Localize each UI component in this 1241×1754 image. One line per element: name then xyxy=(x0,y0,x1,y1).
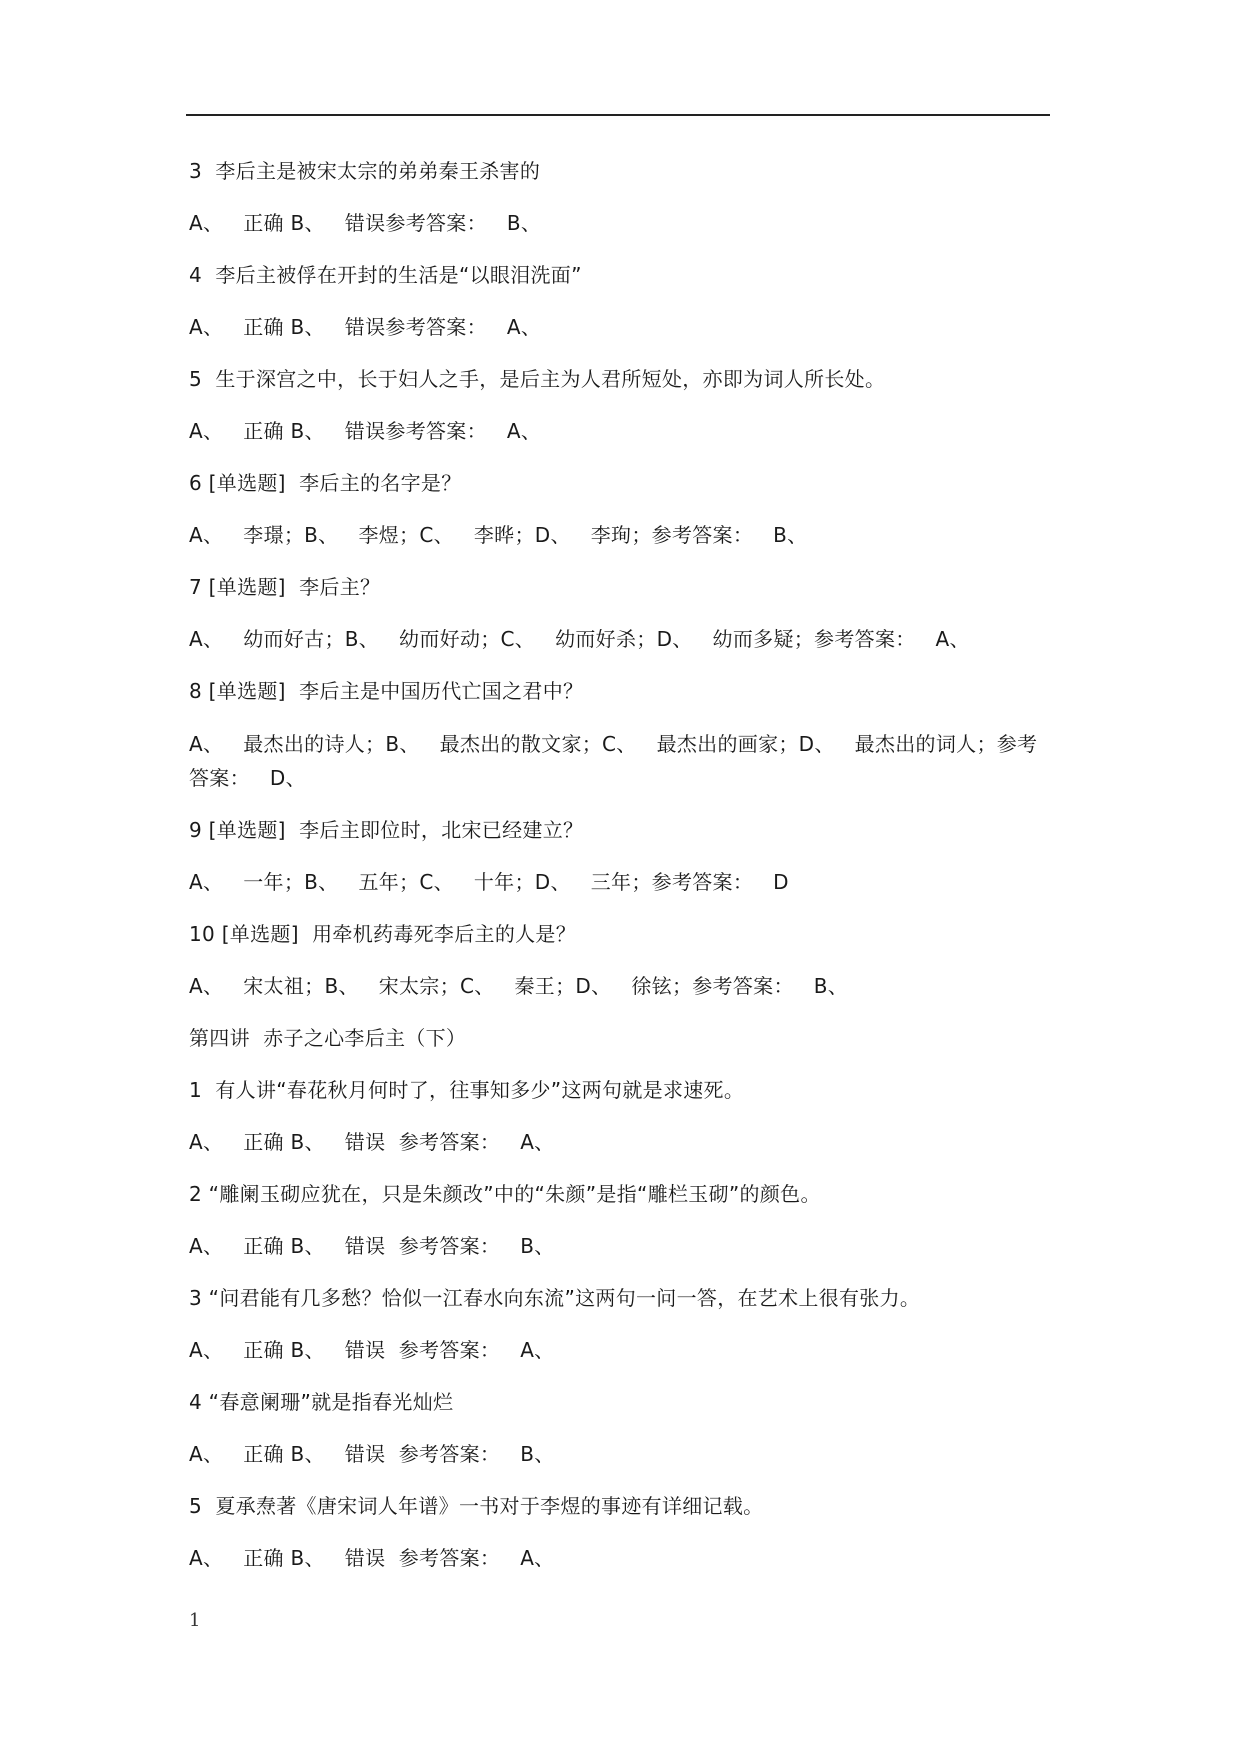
section-question-1-text: 1 有人讲“春花秋月何时了，往事知多少”这两句就是求速死。 xyxy=(189,1078,745,1102)
section-question-2-options: A、 正确 B、 错误 参考答案： B、 xyxy=(189,1234,555,1258)
question-7-options: A、 幼而好古；B、 幼而好动；C、 幼而好杀；D、 幼而多疑；参考答案： A、 xyxy=(189,627,970,651)
question-5-options: A、 正确 B、 错误参考答案： A、 xyxy=(189,419,542,443)
section-question-4-options: A、 正确 B、 错误 参考答案： B、 xyxy=(189,1442,555,1466)
question-6-options: A、 李璟；B、 李煜；C、 李晔；D、 李珣；参考答案： B、 xyxy=(189,523,808,547)
section-question-2-text: 2 “雕阑玉砌应犹在，只是朱颜改”中的“朱颜”是指“雕栏玉砌”的颜色。 xyxy=(189,1182,821,1206)
page-number: 1 xyxy=(189,1610,201,1631)
question-3-options: A、 正确 B、 错误参考答案： B、 xyxy=(189,211,542,235)
question-3-text: 3 李后主是被宋太宗的弟弟秦王杀害的 xyxy=(189,159,541,183)
section-question-3-text: 3 “问君能有几多愁？恰似一江春水向东流”这两句一问一答，在艺术上很有张力。 xyxy=(189,1286,921,1310)
document-body xyxy=(189,155,1051,1594)
section-heading: 第四讲 赤子之心李后主（下） xyxy=(189,1026,467,1050)
question-8-text: 8 [单选题] 李后主是中国历代亡国之君中？ xyxy=(189,679,584,703)
section-question-1-options: A、 正确 B、 错误 参考答案： A、 xyxy=(189,1130,555,1154)
question-7-text: 7 [单选题] 李后主？ xyxy=(189,575,381,599)
question-6-text: 6 [单选题] 李后主的名字是？ xyxy=(189,471,462,495)
question-8-options: A、 最杰出的诗人；B、 最杰出的散文家；C、 最杰出的画家；D、 最杰出的词人；参考答案： D、 xyxy=(189,732,1038,790)
section-question-4-text: 4 “春意阑珊”就是指春光灿烂 xyxy=(189,1390,454,1414)
section-question-3-options: A、 正确 B、 错误 参考答案： A、 xyxy=(189,1338,555,1362)
section-question-5-text: 5 夏承焘著《唐宋词人年谱》一书对于李煜的事迹有详细记载。 xyxy=(189,1494,764,1518)
question-9-options: A、 一年；B、 五年；C、 十年；D、 三年；参考答案： D xyxy=(189,870,789,894)
question-10-text: 10 [单选题] 用牵机药毒死李后主的人是？ xyxy=(189,922,577,946)
header-rule xyxy=(186,114,1050,116)
question-4-options: A、 正确 B、 错误参考答案： A、 xyxy=(189,315,542,339)
question-9-text: 9 [单选题] 李后主即位时，北宋已经建立？ xyxy=(189,818,584,842)
question-4-text: 4 李后主被俘在开封的生活是“以眼泪洗面” xyxy=(189,263,582,287)
section-question-5-options: A、 正确 B、 错误 参考答案： A、 xyxy=(189,1546,555,1570)
question-5-text: 5 生于深宫之中，长于妇人之手，是后主为人君所短处，亦即为词人所长处。 xyxy=(189,367,886,391)
question-10-options: A、 宋太祖；B、 宋太宗；C、 秦王；D、 徐铉；参考答案： B、 xyxy=(189,974,849,998)
